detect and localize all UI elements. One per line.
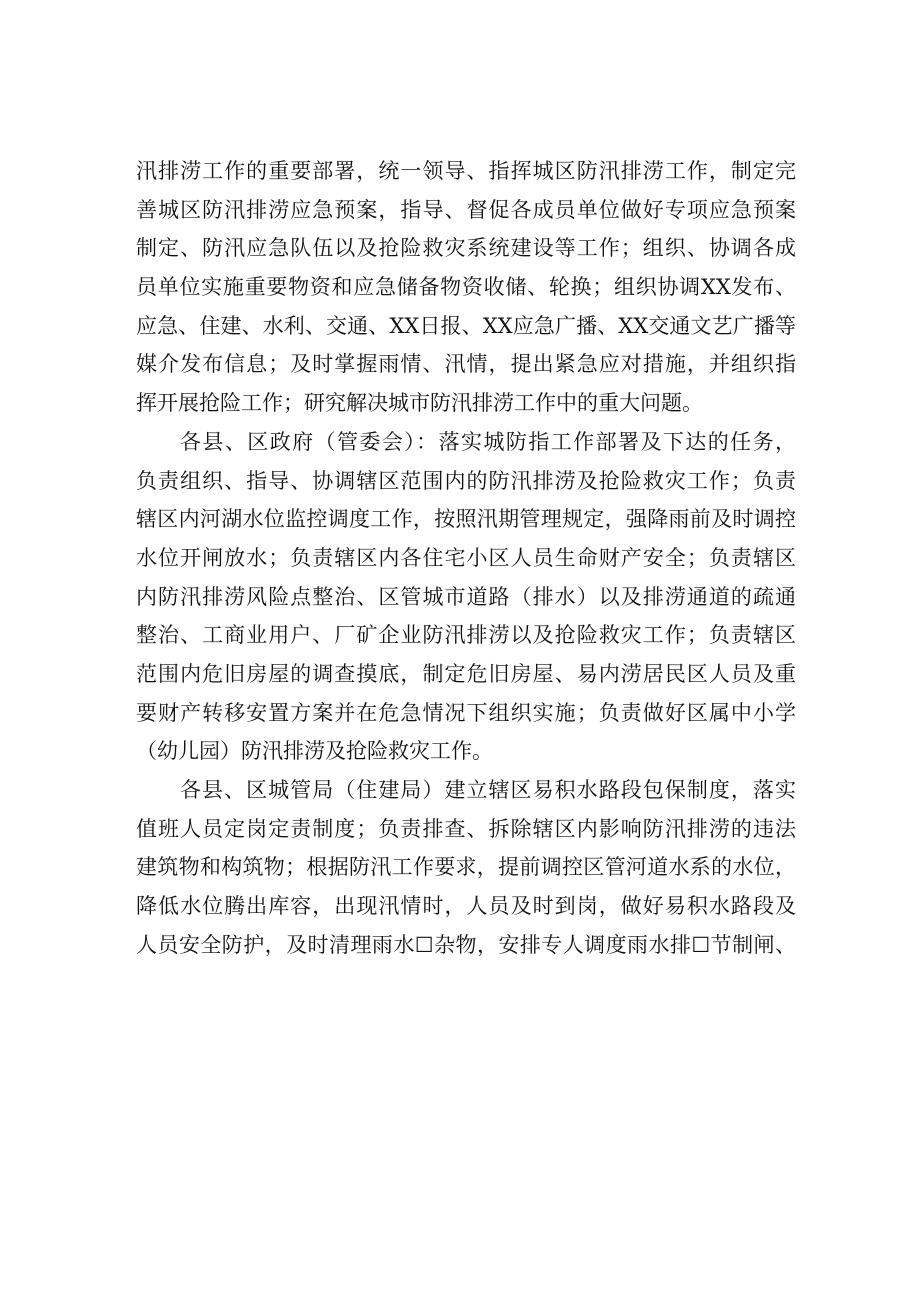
- text-line: 建筑物和构筑物；根据防汛工作要求，提前调控区管河道水系的水位，: [136, 855, 796, 880]
- text-line: 各县、区城管局（住建局）建立辖区易积水路段包保制度，落实: [180, 778, 796, 802]
- text-line: 媒介发布信息；及时掌握雨情、汛情，提出紧急应对措施，并组织指: [136, 352, 796, 377]
- paragraph-1: [136, 152, 796, 423]
- text-line: （幼儿园）防汛排涝及抢险救灾工作。: [136, 739, 493, 764]
- text-line: 人员安全防护，及时清理雨水☐杂物，安排专人调度雨水排☐节制闸、: [136, 932, 796, 957]
- text-line: 要财产转移安置方案并在危急情况下组织实施；负责做好区属中小学: [136, 700, 796, 725]
- paragraph-3: [136, 771, 796, 964]
- text-line: 善城区防汛排涝应急预案，指导、督促各成员单位做好专项应急预案: [136, 197, 796, 222]
- text-line: 水位开闸放水；负责辖区内各住宅小区人员生命财产安全；负责辖区: [136, 545, 796, 570]
- paragraph-2: [136, 423, 796, 771]
- text-line: 范围内危旧房屋的调查摸底，制定危旧房屋、易内涝居民区人员及重: [136, 661, 796, 686]
- text-line: 挥开展抢险工作；研究解决城市防汛排涝工作中的重大问题。: [136, 391, 703, 416]
- text-line: 内防汛排涝风险点整治、区管城市道路（排水）以及排涝通道的疏通: [136, 584, 796, 609]
- text-line: 应急、住建、水利、交通、XX日报、XX应急广播、XX交通文艺广播等: [136, 313, 796, 338]
- text-line: 负责组织、指导、协调辖区范围内的防汛排涝及抢险救灾工作；负责: [136, 468, 796, 493]
- text-line: 辖区内河湖水位监控调度工作，按照汛期管理规定，强降雨前及时调控: [136, 507, 796, 532]
- text-line: 制定、防汛应急队伍以及抢险救灾系统建设等工作；组织、协调各成: [136, 236, 796, 261]
- body-text: [136, 152, 796, 964]
- text-line: 降低水位腾出库容，出现汛情时，人员及时到岗，做好易积水路段及: [136, 894, 796, 919]
- text-line: 整治、工商业用户、厂矿企业防汛排涝以及抢险救灾工作；负责辖区: [136, 623, 796, 648]
- text-line: 汛排涝工作的重要部署，统一领导、指挥城区防汛排涝工作，制定完: [136, 159, 796, 183]
- text-line: 各县、区政府（管委会）：落实城防指工作部署及下达的任务，: [180, 429, 796, 454]
- text-line: 值班人员定岗定责制度；负责排查、拆除辖区内影响防汛排涝的违法: [136, 816, 796, 841]
- text-line: 员单位实施重要物资和应急储备物资收储、轮换；组织协调XX发布、: [136, 275, 796, 300]
